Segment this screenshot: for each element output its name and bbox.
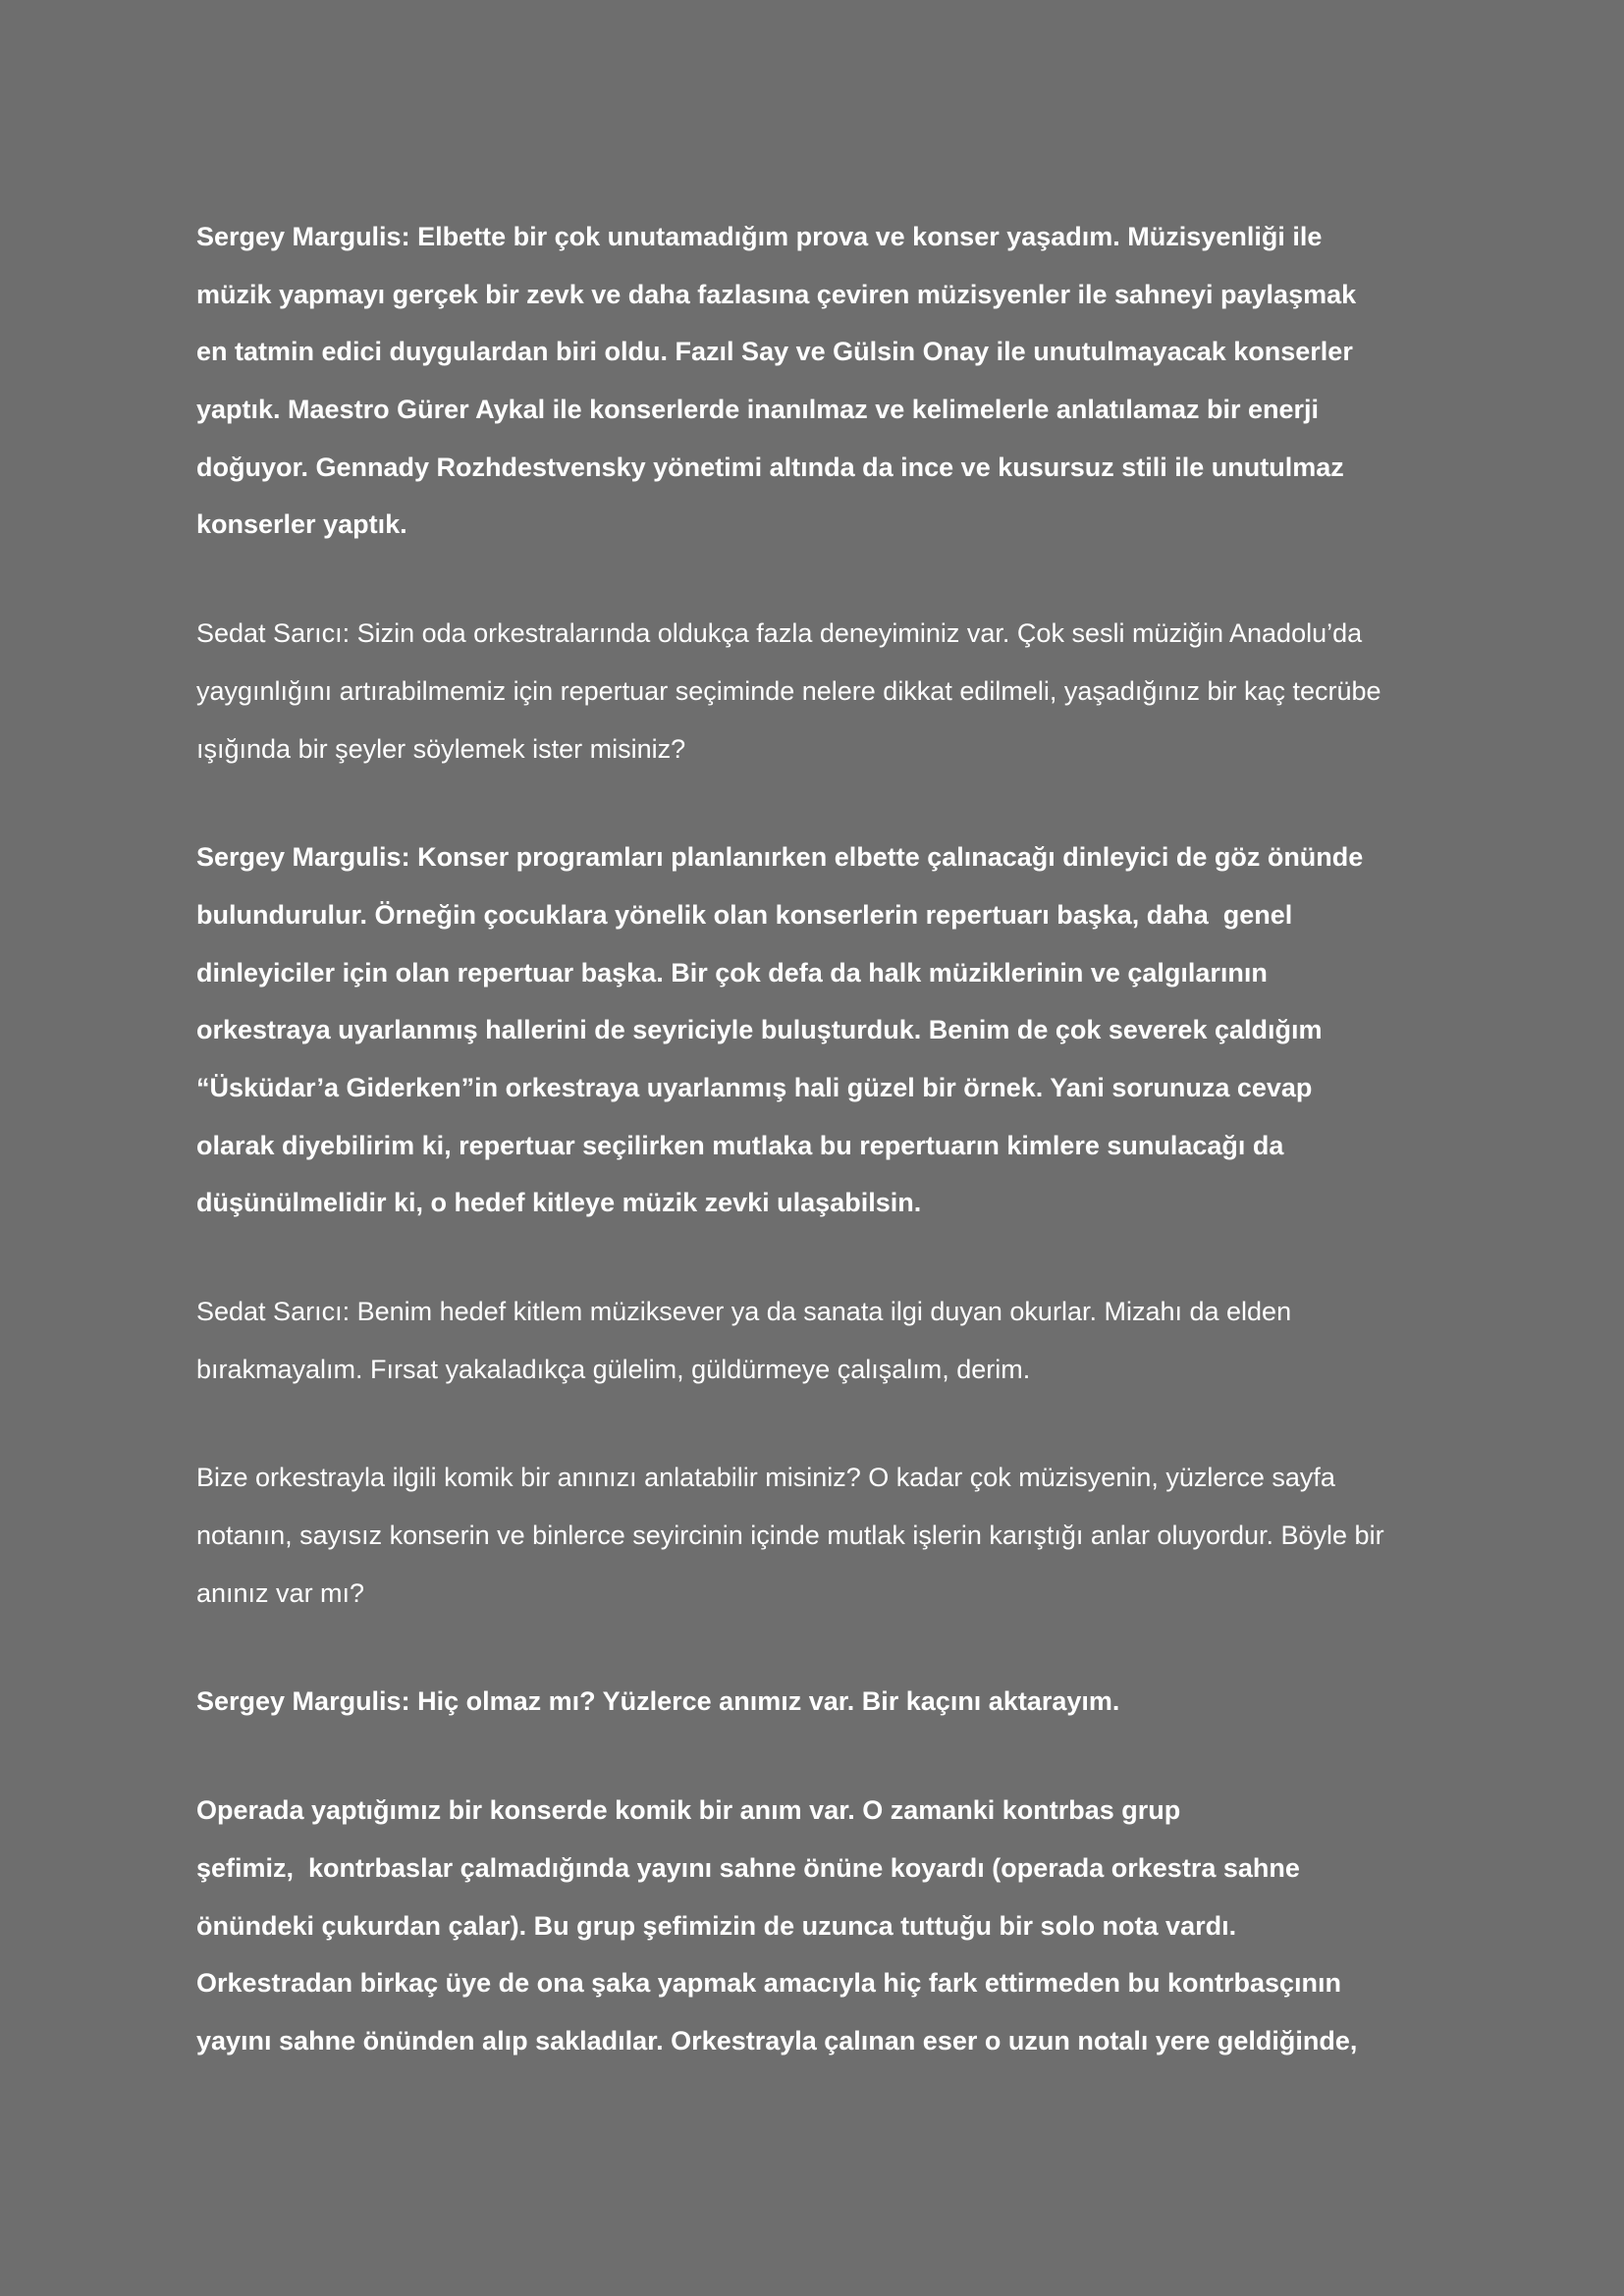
document-body xyxy=(196,208,1434,2070)
paragraph-gap xyxy=(196,1232,1434,1283)
paragraph-margulis-opera-anecdote xyxy=(196,1782,1434,2069)
text-line: önündeki çukurdan çalar). Bu grup şefimizin de uzunca tuttuğu bir solo nota vardı. xyxy=(196,1910,1237,1941)
text-line: Sedat Sarıcı: Sizin oda orkestralarında oldukça fazla deneyiminiz var. Çok sesli müziğin Anadolu’da xyxy=(196,618,1363,649)
text-line: yaygınlığını artırabilmemiz için repertuar seçiminde nelere dikkat edilmeli, yaşadığınız bir kaç tecrübe xyxy=(196,675,1381,706)
text-line: orkestraya uyarlanmış hallerini de seyriciyle buluşturduk. Benim de çok severek çaldığım xyxy=(196,1015,1323,1045)
paragraph-sarici-question-funny xyxy=(196,1449,1434,1622)
text-line: şefimiz, kontrbaslar çalmadığında yayını sahne önüne koyardı (operada orkestra sahne xyxy=(196,1852,1300,1883)
text-line: bulundurulur. Örneğin çocuklara yönelik olan konserlerin repertuarı başka, daha genel xyxy=(196,899,1293,930)
text-line: Sergey Margulis: Konser programları planlanırken elbette çalınacağı dinleyici de göz önünde xyxy=(196,842,1364,873)
text-line: dinleyiciler için olan repertuar başka. Bir çok defa da halk müziklerinin ve çalgılarının xyxy=(196,957,1268,988)
text-line: Bize orkestrayla ilgili komik bir anınızı anlatabilir misiniz? O kadar çok müzisyenin, yüzlerce sayfa xyxy=(196,1463,1335,1493)
text-line: anınız var mı? xyxy=(196,1577,365,1608)
paragraph-gap xyxy=(196,554,1434,605)
text-line: bırakmayalım. Fırsat yakaladıkça gülelim, güldürmeye çalışalım, derim. xyxy=(196,1354,1031,1384)
text-line: notanın, sayısız konserin ve binlerce seyircinin içinde mutlak işlerin karıştığı anlar oluyordur. Böyle bir xyxy=(196,1521,1384,1551)
paragraph-gap xyxy=(196,1622,1434,1673)
text-line: Operada yaptığımız bir konserde komik bir anım var. O zamanki kontrbas grup xyxy=(196,1795,1181,1826)
text-line: müzik yapmayı gerçek bir zevk ve daha fazlasına çeviren müzisyenler ile sahneyi paylaşmak xyxy=(196,279,1357,309)
text-line: olarak diyebilirim ki, repertuar seçilirken mutlaka bu repertuarın kimlere sunulacağı da xyxy=(196,1130,1284,1160)
text-line: doğuyor. Gennady Rozhdestvensky yönetimi altında da ince ve kusursuz stili ile unutulmaz xyxy=(196,452,1344,482)
text-line: en tatmin edici duygulardan biri oldu. Fazıl Say ve Gülsin Onay ile unutulmayacak konserler xyxy=(196,337,1353,367)
paragraph-margulis-reply xyxy=(196,1673,1434,1731)
text-line: yayını sahne önünden alıp sakladılar. Orkestrayla çalınan eser o uzun notalı yere geldiğinde, xyxy=(196,2025,1358,2056)
paragraph-gap xyxy=(196,1731,1434,1782)
text-line: ışığında bir şeyler söylemek ister misiniz? xyxy=(196,733,686,764)
text-line: yaptık. Maestro Gürer Aykal ile konserlerde inanılmaz ve kelimelerle anlatılamaz bir enerji xyxy=(196,395,1320,425)
paragraph-sarici-audience xyxy=(196,1283,1434,1398)
paragraph-margulis-repertoire xyxy=(196,828,1434,1232)
paragraph-margulis-memories xyxy=(196,208,1434,554)
text-line: Sergey Margulis: Elbette bir çok unutamadığım prova ve konser yaşadım. Müzisyenliği ile xyxy=(196,222,1323,251)
paragraph-gap xyxy=(196,1398,1434,1449)
text-line: “Üsküdar’a Giderken”in orkestraya uyarlanmış hali güzel bir örnek. Yani sorunuza cevap xyxy=(196,1072,1313,1102)
paragraph-sarici-question-repertoire xyxy=(196,605,1434,777)
text-line: Sedat Sarıcı: Benim hedef kitlem müziksever ya da sanata ilgi duyan okurlar. Mizahı da elden xyxy=(196,1297,1292,1326)
text-line: düşünülmelidir ki, o hedef kitleye müzik zevki ulaşabilsin. xyxy=(196,1188,922,1218)
text-line: Orkestradan birkaç üye de ona şaka yapmak amacıyla hiç fark ettirmeden bu kontrbasçının xyxy=(196,1968,1341,1999)
text-line: Sergey Margulis: Hiç olmaz mı? Yüzlerce anımız var. Bir kaçını aktarayım. xyxy=(196,1686,1120,1717)
paragraph-gap xyxy=(196,777,1434,828)
text-line: konserler yaptık. xyxy=(196,509,407,540)
